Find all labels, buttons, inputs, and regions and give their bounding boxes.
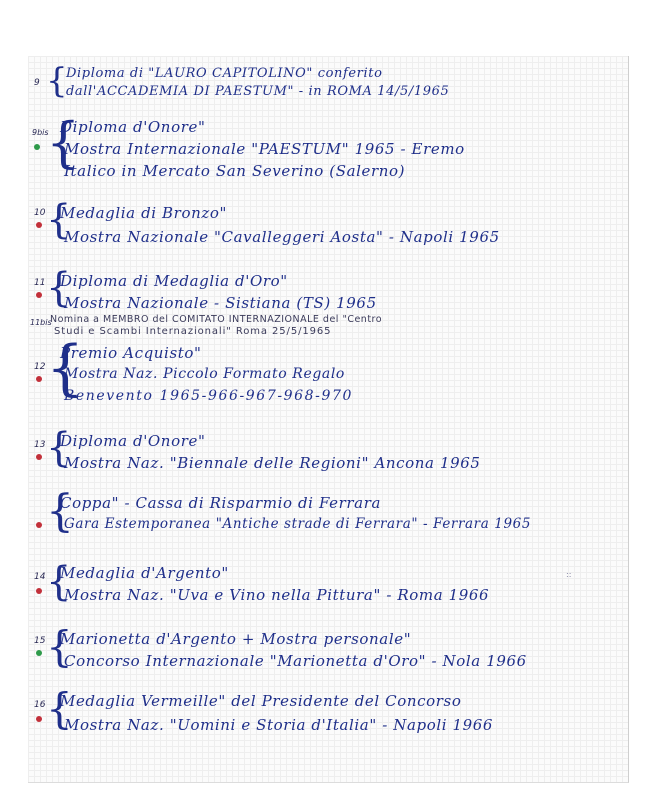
entry-number: 9	[34, 78, 40, 88]
entry-line: Diploma di "LAURO CAPITOLINO" conferito	[66, 66, 383, 81]
marker-dot	[34, 144, 40, 150]
marker-dot	[36, 650, 42, 656]
entry-line: Mostra Naz. "Uomini e Storia d'Italia" - Napoli 1966	[64, 716, 494, 734]
entry-number: 9bis	[32, 128, 49, 137]
margin-marks: ::	[566, 570, 572, 579]
entry-line: Concorso Internazionale "Marionetta d'Oro" - Nola 1966	[64, 652, 527, 670]
entry-line: Premio Acquisto"	[60, 344, 202, 362]
entry-line: Marionetta d'Argento + Mostra personale"	[60, 630, 412, 648]
entry-line: Italico in Mercato San Severino (Salerno)	[64, 162, 406, 180]
marker-dot	[36, 222, 42, 228]
entry-number: 10	[34, 208, 46, 218]
marker-dot	[36, 522, 42, 528]
brace: {	[46, 486, 74, 537]
entry-line: Coppa" - Cassa di Risparmio di Ferrara	[60, 494, 382, 512]
entry-line: Mostra Internazionale "PAESTUM" 1965 - Eremo	[64, 140, 465, 158]
brace: {	[46, 622, 73, 671]
entry-line: Diploma di Medaglia d'Oro"	[60, 272, 288, 290]
entry-line: Diploma d'Onore"	[60, 432, 206, 450]
brace: {	[46, 333, 85, 403]
entry-number: 11bis	[30, 318, 52, 327]
entry-line: Medaglia di Bronzo"	[60, 204, 227, 222]
entry-line: Mostra Naz. "Uva e Vino nella Pittura" - Roma 1966	[64, 586, 490, 604]
brace: {	[46, 425, 72, 471]
marker-dot	[36, 716, 42, 722]
entry-line: Diploma d'Onore"	[60, 118, 206, 136]
entry-line: Medaglia d'Argento"	[60, 564, 229, 582]
entry-line: Mostra Naz. "Biennale delle Regioni" Ancona 1965	[64, 454, 481, 472]
brace: {	[46, 197, 72, 243]
brace: {	[46, 265, 72, 311]
entry-number: 12	[34, 362, 46, 372]
notebook-page	[28, 56, 629, 783]
entry-line: Mostra Naz. Piccolo Formato Regalo	[64, 366, 345, 382]
marker-dot	[36, 454, 42, 460]
marker-dot	[36, 588, 42, 594]
entry-line: Mostra Nazionale - Sistiana (TS) 1965	[64, 294, 377, 312]
brace: {	[46, 61, 68, 101]
note-line: Nomina a MEMBRO del COMITATO INTERNAZIONALE del "Centro	[50, 314, 383, 325]
note-line: Studi e Scambi Internazionali" Roma 25/5/1965	[54, 326, 332, 337]
marker-dot	[36, 376, 42, 382]
entry-line: Benevento 1965-966-967-968-970	[64, 388, 354, 404]
entry-number: 14	[34, 572, 46, 582]
entry-line: Mostra Nazionale "Cavalleggeri Aosta" - Napoli 1965	[64, 228, 500, 246]
brace: {	[46, 559, 72, 605]
entry-line: dall'ACCADEMIA DI PAESTUM" - in ROMA 14/5/1965	[66, 84, 450, 99]
brace: {	[46, 111, 81, 174]
entry-line: Gara Estemporanea "Antiche strade di Ferrara" - Ferrara 1965	[64, 516, 532, 532]
entry-number: 16	[34, 700, 46, 710]
entry-number: 11	[34, 278, 46, 288]
marker-dot	[36, 292, 42, 298]
entry-number: 15	[34, 636, 46, 646]
brace: {	[46, 684, 73, 733]
entry-line: Medaglia Vermeille" del Presidente del Concorso	[60, 692, 462, 710]
entry-number: 13	[34, 440, 46, 450]
